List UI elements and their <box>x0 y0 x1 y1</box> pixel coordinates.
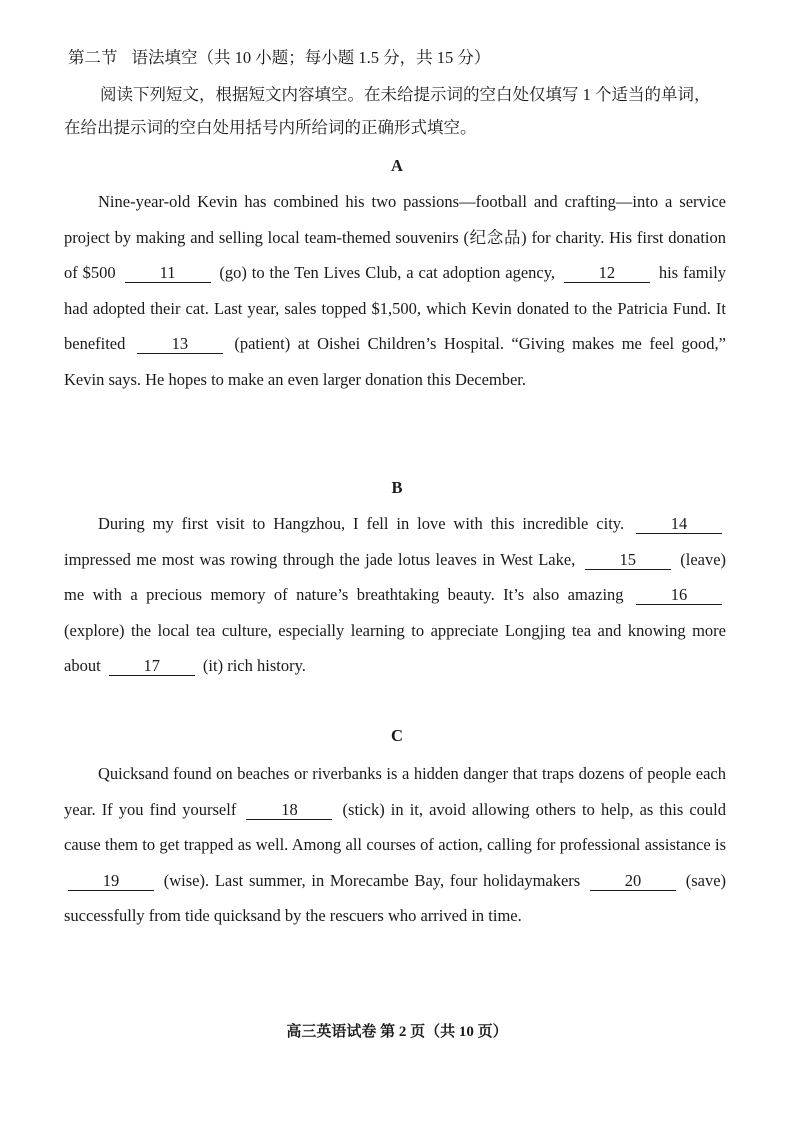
passage-text: Quicksand found on beaches or riverbanks is a hidden danger that traps dozens of people each year. If you find yourself <box>64 764 726 819</box>
passage-b-label: B <box>391 478 403 497</box>
blank-19[interactable]: 19 <box>68 872 154 891</box>
passage-a <box>64 184 726 397</box>
passage-text: his family had adopted their cat. Last year, sales topped $1,500, which Kevin donated to the Patricia Fund. It benefited <box>64 263 727 353</box>
blank-16[interactable]: 16 <box>636 586 722 605</box>
section-name: 第二节 <box>68 48 118 67</box>
passage-text: (stick) in it, avoid allowing others to help, as this could cause them to get trapped as well. Among all courses of action, calling for professional assistance is <box>64 799 727 854</box>
page-footer: 高三英语试卷 第 2 页（共 10 页） <box>286 1024 508 1040</box>
section-header <box>68 44 490 68</box>
passage-c-label: C <box>391 726 403 745</box>
passage-text: (patient) at Oishei Children’s Hospital. “Giving makes me feel good,” Kevin says. He hopes to make an even larger donation this December. <box>64 334 726 389</box>
passage-a-label: A <box>391 156 403 175</box>
blank-17[interactable]: 17 <box>109 657 195 676</box>
passage-b <box>64 506 726 684</box>
passage-c <box>64 756 726 934</box>
section-title: 语法填空（共 10 小题；每小题 1.5 分，共 15 分） <box>131 48 491 67</box>
blank-11[interactable]: 11 <box>125 264 211 283</box>
passage-text: During my first visit to Hangzhou, I fell in love with this incredible city. <box>98 514 625 533</box>
instructions <box>64 78 726 144</box>
passage-text: (leave) me with a precious memory of nature’s breathtaking beauty. It’s also amazing <box>64 549 727 604</box>
passage-text: (it) rich history. <box>202 656 306 675</box>
passage-text: (go) to the Ten Lives Club, a cat adoption agency, <box>219 263 556 282</box>
blank-20[interactable]: 20 <box>590 872 676 891</box>
passage-text: (wise). Last summer, in Morecambe Bay, four holidaymakers <box>163 870 581 890</box>
instructions-text: 阅读下列短文，根据短文内容填空。在未给提示词的空白处仅填写 1 个适当的单词，在给出提示词的空白处用括号内所给词的正确形式填空。 <box>64 85 711 137</box>
blank-15[interactable]: 15 <box>585 551 671 570</box>
passage-text: (save) successfully from tide quicksand by the rescuers who arrived in time. <box>64 870 727 925</box>
blank-18[interactable]: 18 <box>246 801 332 820</box>
blank-13[interactable]: 13 <box>137 335 223 354</box>
passage-text: Nine-year-old Kevin has combined his two passions—football and crafting—into a service project by making and selling local team-themed souvenirs (纪念品) for charity. His first donation of $500 <box>64 192 726 282</box>
passage-text: impressed me most was rowing through the jade lotus leaves in West Lake, <box>64 549 576 569</box>
blank-12[interactable]: 12 <box>564 264 650 283</box>
blank-14[interactable]: 14 <box>636 515 722 534</box>
passage-text: (explore) the local tea culture, especially learning to appreciate Longjing tea and knowing more about <box>64 620 726 675</box>
